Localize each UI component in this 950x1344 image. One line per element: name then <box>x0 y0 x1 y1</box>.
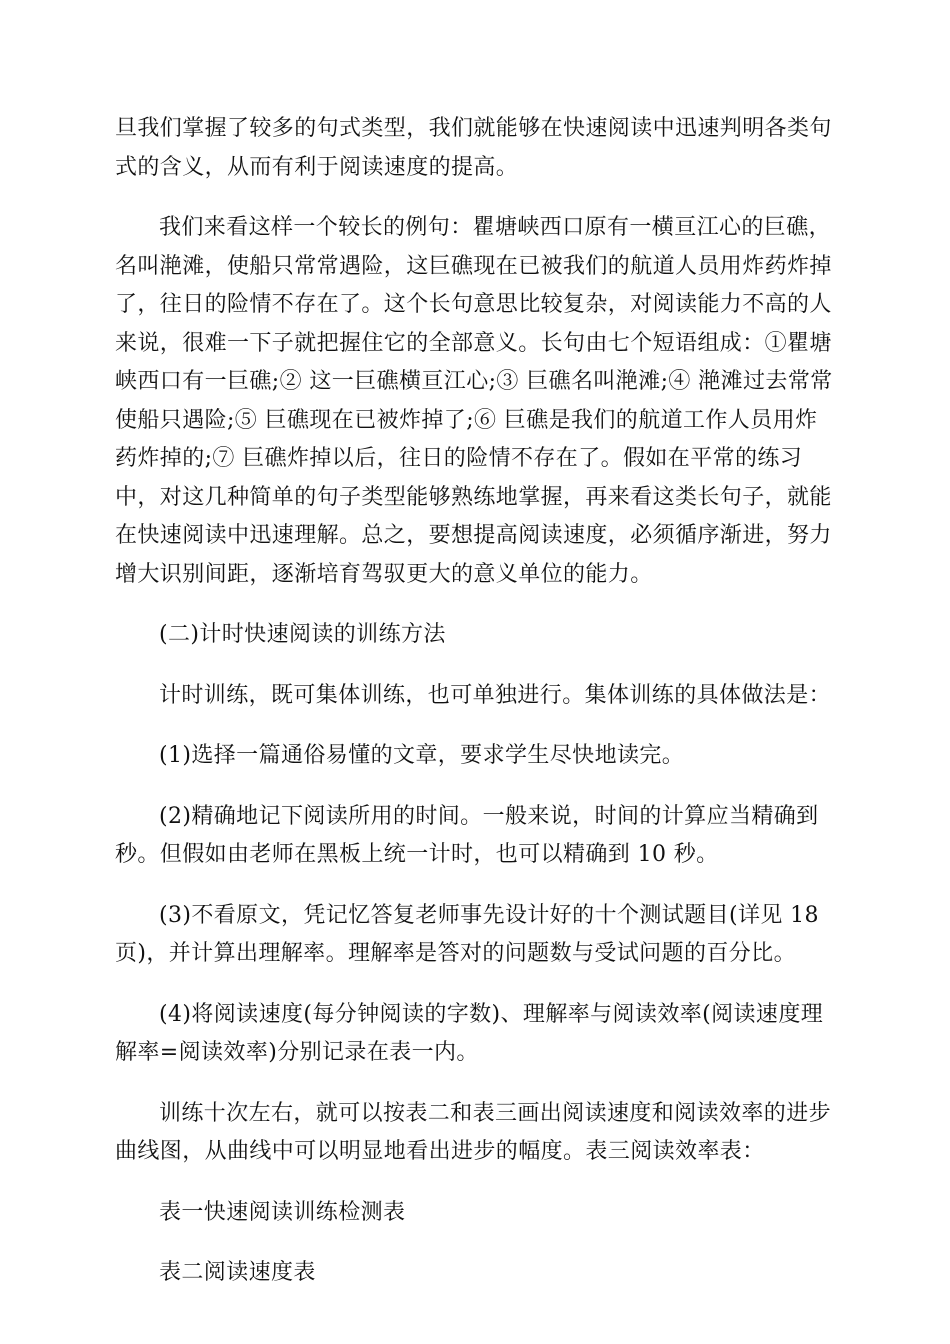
text-line: 名叫滟滩，使船只常常遇险，这巨礁现在已被我们的航道人员用炸药炸掉 <box>115 253 832 279</box>
table-caption-2 <box>115 1254 835 1293</box>
text-line: (1)选择一篇通俗易懂的文章，要求学生尽快地读完。 <box>159 743 685 768</box>
text-line: 秒。但假如由老师在黑板上统一计时，也可以精确到 10 秒。 <box>115 842 719 867</box>
section-heading <box>115 616 835 655</box>
text-line: 式的含义，从而有利于阅读速度的提高。 <box>115 154 519 180</box>
text-line: 解率=阅读效率)分别记录在表一内。 <box>115 1040 479 1065</box>
text-line: 增大识别间距，逐渐培育驾驭更大的意义单位的能力。 <box>115 561 653 587</box>
text-line: 表一快速阅读训练检测表 <box>159 1199 406 1225</box>
text-line: 旦我们掌握了较多的句式类型，我们就能够在快速阅读中迅速判明各类句 <box>115 116 832 141</box>
text-line: (二)计时快速阅读的训练方法 <box>159 622 446 647</box>
text-line: 峡西口有一巨礁;② 这一巨礁横亘江心;③ 巨礁名叫滟滩;④ 滟滩过去常常 <box>115 369 833 394</box>
text-line: (2)精确地记下阅读所用的时间。一般来说，时间的计算应当精确到 <box>159 803 819 829</box>
list-item-step-4 <box>115 996 835 1073</box>
text-line: 在快速阅读中迅速理解。总之，要想提高阅读速度，必须循序渐进，努力 <box>115 523 832 548</box>
text-line: 了，往日的险情不存在了。这个长句意思比较复杂，对阅读能力不高的人 <box>115 292 832 317</box>
document-body <box>115 110 835 1315</box>
text-line: 计时训练，既可集体训练，也可单独进行。集体训练的具体做法是： <box>159 682 832 708</box>
list-item-step-3 <box>115 897 835 974</box>
text-line: 药炸掉的;⑦ 巨礁炸掉以后，往日的险情不存在了。假如在平常的练习 <box>115 446 803 471</box>
paragraph-intro-continuation <box>115 110 835 187</box>
table-caption-1 <box>115 1194 835 1233</box>
list-item-step-2 <box>115 798 835 875</box>
text-line: 使船只遇险;⑤ 巨礁现在已被炸掉了;⑥ 巨礁是我们的航道工作人员用炸 <box>115 407 818 433</box>
text-line: (4)将阅读速度(每分钟阅读的字数)、理解率与阅读效率(阅读速度理 <box>159 1001 824 1027</box>
text-line: 中，对这几种简单的句子类型能够熟练地掌握，再来看这类长句子，就能 <box>115 484 832 510</box>
paragraph-progress-curve <box>115 1095 835 1172</box>
text-line: 曲线图，从曲线中可以明显地看出进步的幅度。表三阅读效率表： <box>115 1139 765 1164</box>
text-line: (3)不看原文，凭记忆答复老师事先设计好的十个测试题目(详见 18 <box>159 902 819 928</box>
text-line: 来说，很难一下子就把握住它的全部意义。长句由七个短语组成：①瞿塘 <box>115 330 832 356</box>
text-line: 表二阅读速度表 <box>159 1260 316 1285</box>
paragraph-long-sentence-example <box>115 209 835 594</box>
text-line: 页)，并计算出理解率。理解率是答对的问题数与受试问题的百分比。 <box>115 941 796 966</box>
text-line: 训练十次左右，就可以按表二和表三画出阅读速度和阅读效率的进步 <box>159 1100 832 1126</box>
paragraph-timed-training <box>115 677 835 716</box>
text-line: 我们来看这样一个较长的例句：瞿塘峡西口原有一横亘江心的巨礁， <box>159 215 832 240</box>
list-item-step-1 <box>115 737 835 776</box>
